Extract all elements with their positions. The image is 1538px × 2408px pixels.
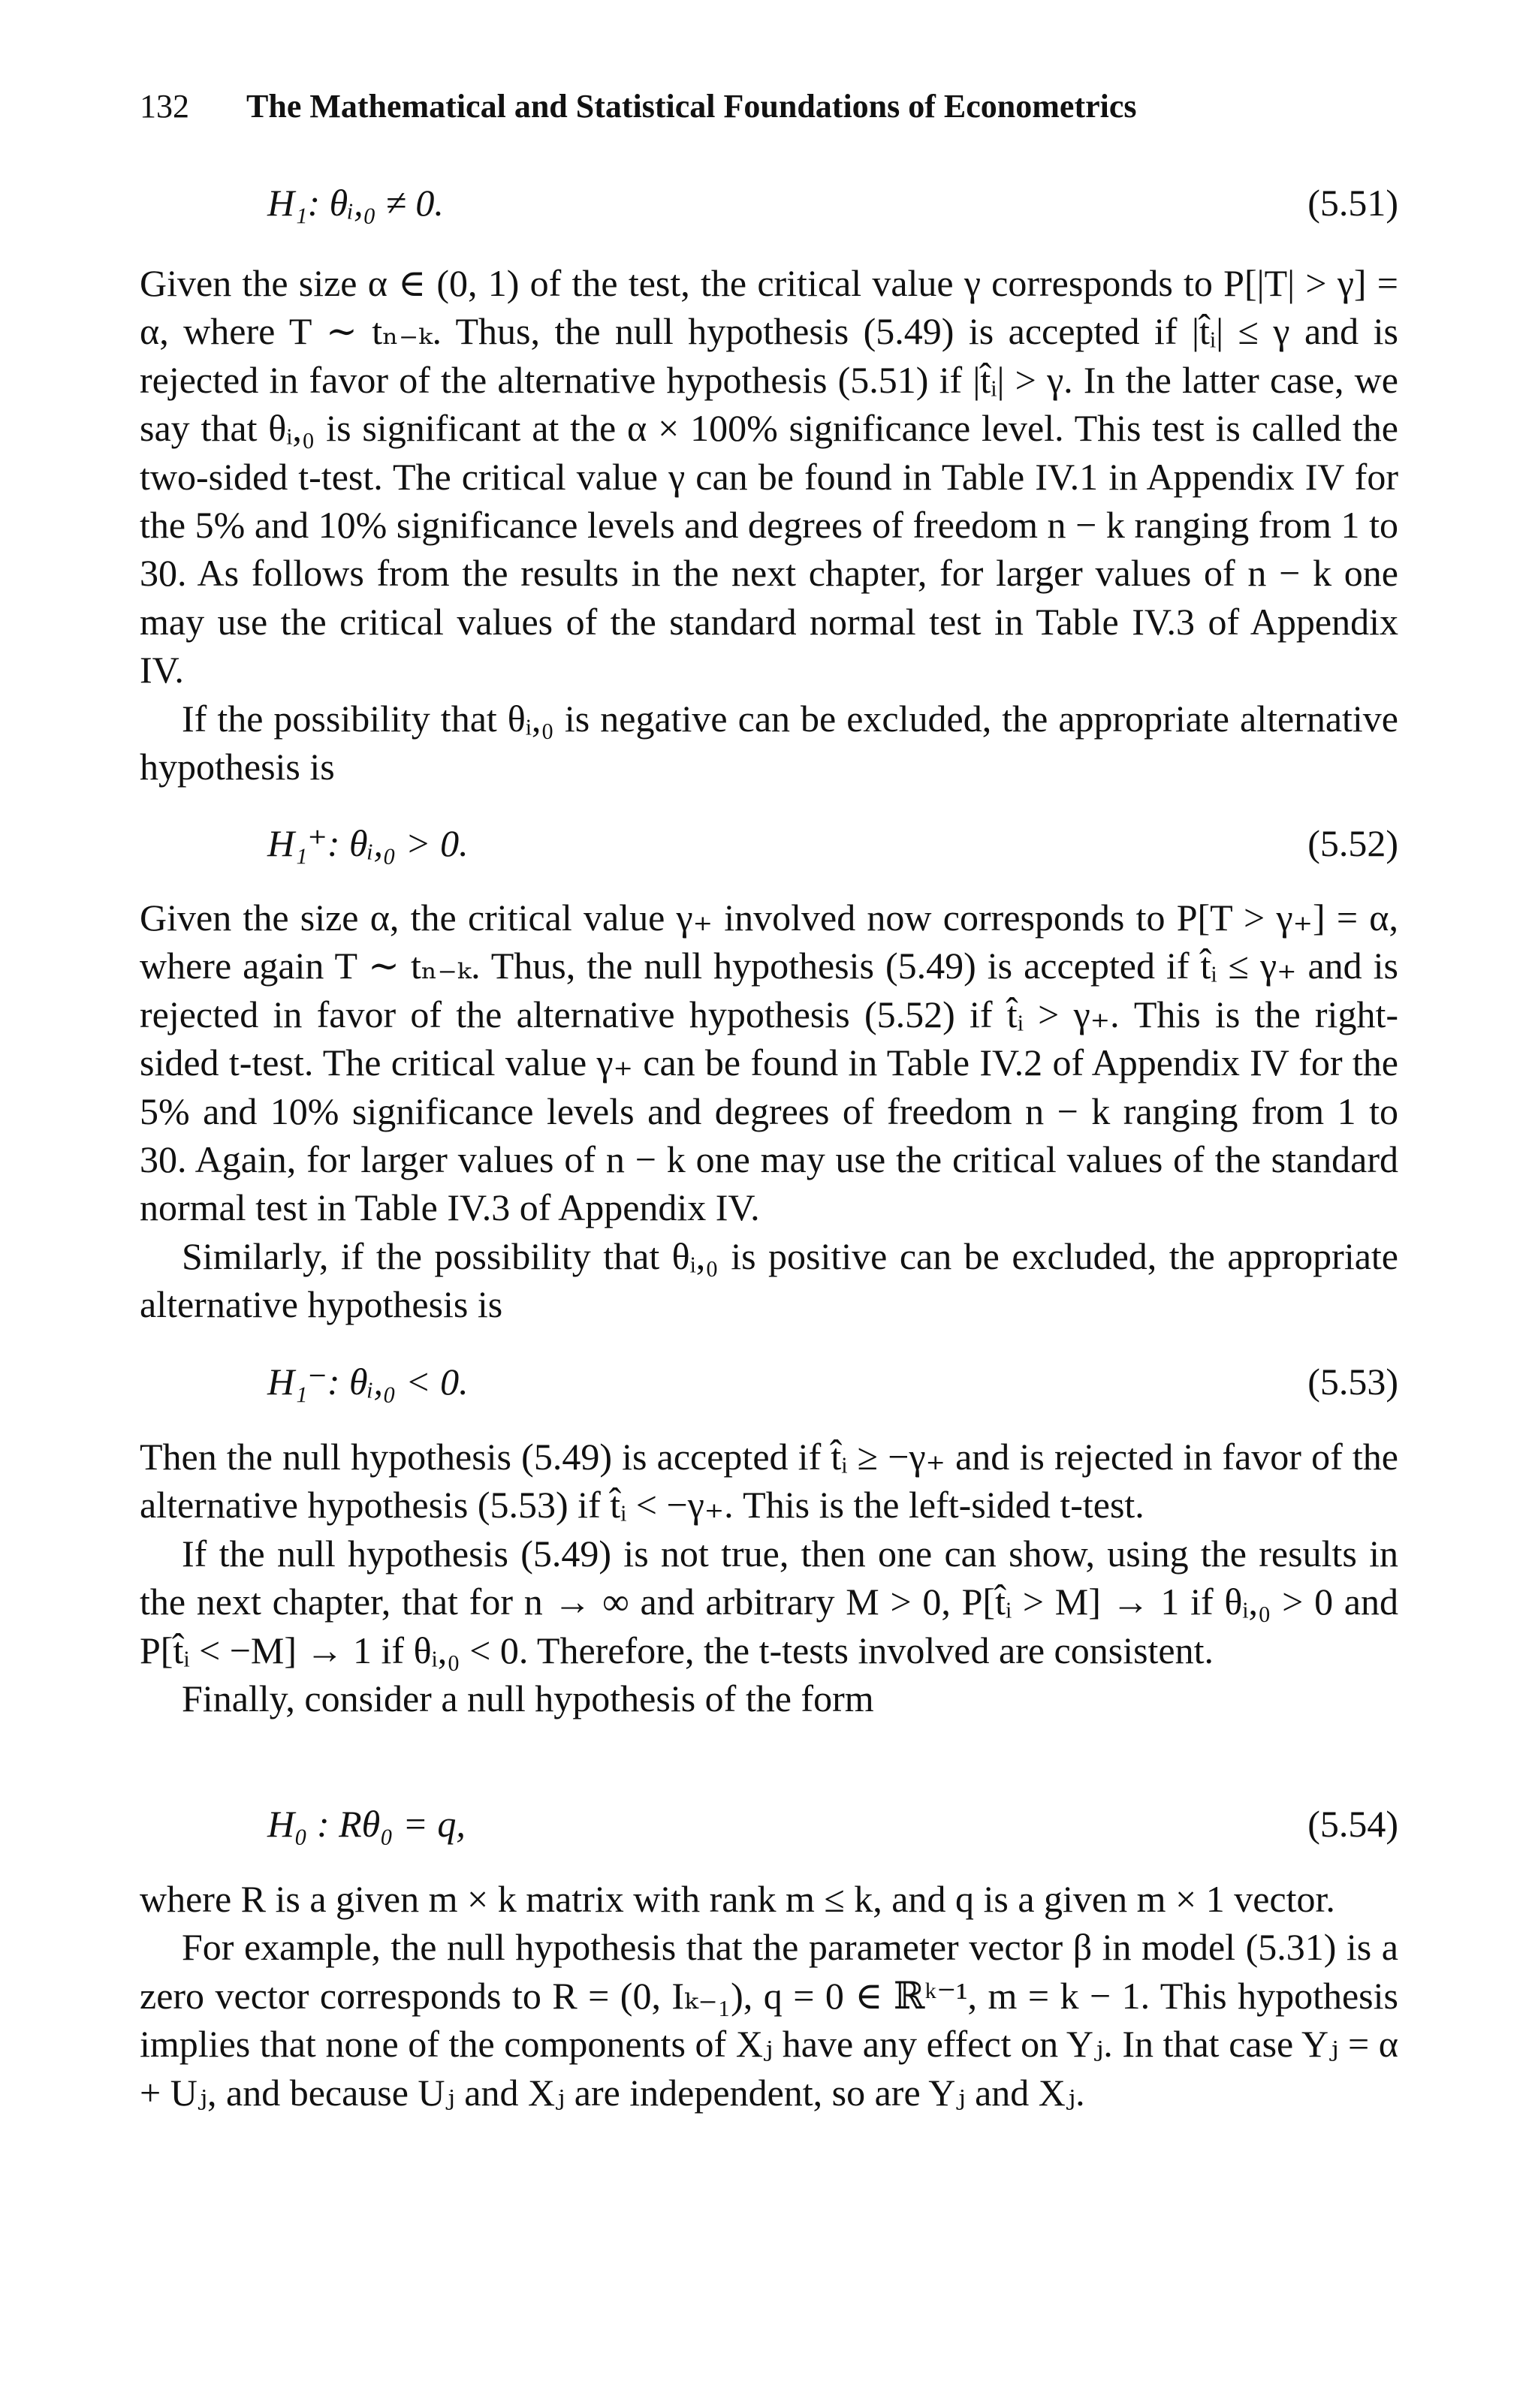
paragraph-left-sided-test: Then the null hypothesis (5.49) is accepted if t̂ᵢ ≥ −γ₊ and is rejected in favor of the alternative hypothesis (5.53) if t̂ᵢ < −γ₊. This is the left-sided t-test. — [140, 1436, 1398, 1526]
paragraph-right-sided-test: Given the size α, the critical value γ₊ involved now corresponds to P[T > γ₊] = α, where again T ∼ tₙ₋ₖ. Thus, the null hypothesis (5.49) is accepted if t̂ᵢ ≤ γ₊ and is rejected in favor of the alternative hypothesis (5.52) if t̂ᵢ > γ₊. This is the right-sided t-test. The critical value γ₊ can be found in Table IV.2 of Appendix IV for the 5% and 10% significance levels and degrees of freedom n − k ranging from 1 to 30. Again, for larger values of n − k one may use the critical values of the standard normal test in Table IV.3 of Appendix IV. — [140, 897, 1398, 1229]
text-block-3 — [140, 1433, 1398, 1722]
paragraph-general-null: Finally, consider a null hypothesis of the form — [182, 1677, 874, 1720]
equation-5-54 — [140, 1799, 1398, 1849]
paragraph-matrix-definition: where R is a given m × k matrix with rank m ≤ k, and q is a given m × 1 vector. — [140, 1878, 1335, 1920]
paragraph-two-sided-test: Given the size α ∈ (0, 1) of the test, the critical value γ corresponds to P[|T| > γ] = α, where T ∼ tₙ₋ₖ. Thus, the null hypothesis (5.49) is accepted if |t̂ᵢ| ≤ γ and is rejected in favor of the alternative hypothesis (5.51) if |t̂ᵢ| > γ. In the latter case, we say that θᵢ,₀ is significant at the α × 100% significance level. This test is called the two-sided t-test. The critical value γ can be found in Table IV.1 in Appendix IV for the 5% and 10% significance levels and degrees of freedom n − k ranging from 1 to 30. As follows from the results in the next chapter, for larger values of n − k one may use the critical values of the standard normal test in Table IV.3 of Appendix IV. — [140, 262, 1398, 692]
text-block-4 — [140, 1875, 1398, 2117]
paragraph-positive-alternative: If the possibility that θᵢ,₀ is negative can be excluded, the appropriate alternative hypothesis is — [140, 697, 1398, 788]
equation-number: (5.53) — [1307, 1361, 1398, 1403]
equation-number: (5.51) — [1307, 182, 1398, 224]
equation-expression: H₀ : Rθ₀ = q, — [267, 1803, 466, 1845]
equation-5-51 — [140, 178, 1398, 228]
running-title: The Mathematical and Statistical Foundations of Econometrics — [246, 88, 1137, 125]
equation-expression: H₁: θᵢ,₀ ≠ 0. — [267, 182, 444, 224]
equation-expression: H₁⁻: θᵢ,₀ < 0. — [267, 1361, 469, 1403]
equation-number: (5.52) — [1307, 822, 1398, 864]
text-block-2 — [140, 894, 1398, 1329]
equation-number: (5.54) — [1307, 1803, 1398, 1845]
equation-5-52 — [140, 818, 1398, 868]
paragraph-example: For example, the null hypothesis that the parameter vector β in model (5.31) is a zero vector corresponds to R = (0, Iₖ₋₁), q = 0 ∈ ℝᵏ⁻¹, m = k − 1. This hypothesis implies that none of the components of Xⱼ have any effect on Yⱼ. In that case Yⱼ = α + Uⱼ, and because Uⱼ and Xⱼ are independent, so are Yⱼ and Xⱼ. — [140, 1926, 1398, 2114]
equation-expression: H₁⁺: θᵢ,₀ > 0. — [267, 822, 469, 864]
paragraph-negative-alternative: Similarly, if the possibility that θᵢ,₀ is positive can be excluded, the appropriate alternative hypothesis is — [140, 1234, 1398, 1326]
paragraph-consistency: If the null hypothesis (5.49) is not true, then one can show, using the results in the next chapter, that for n → ∞ and arbitrary M > 0, P[t̂ᵢ > M] → 1 if θᵢ,₀ > 0 and P[t̂ᵢ < −M] → 1 if θᵢ,₀ < 0. Therefore, the t-tests involved are consistent. — [140, 1532, 1398, 1671]
page-number: 132 — [140, 88, 189, 125]
equation-5-53 — [140, 1357, 1398, 1406]
text-block-1 — [140, 259, 1398, 791]
